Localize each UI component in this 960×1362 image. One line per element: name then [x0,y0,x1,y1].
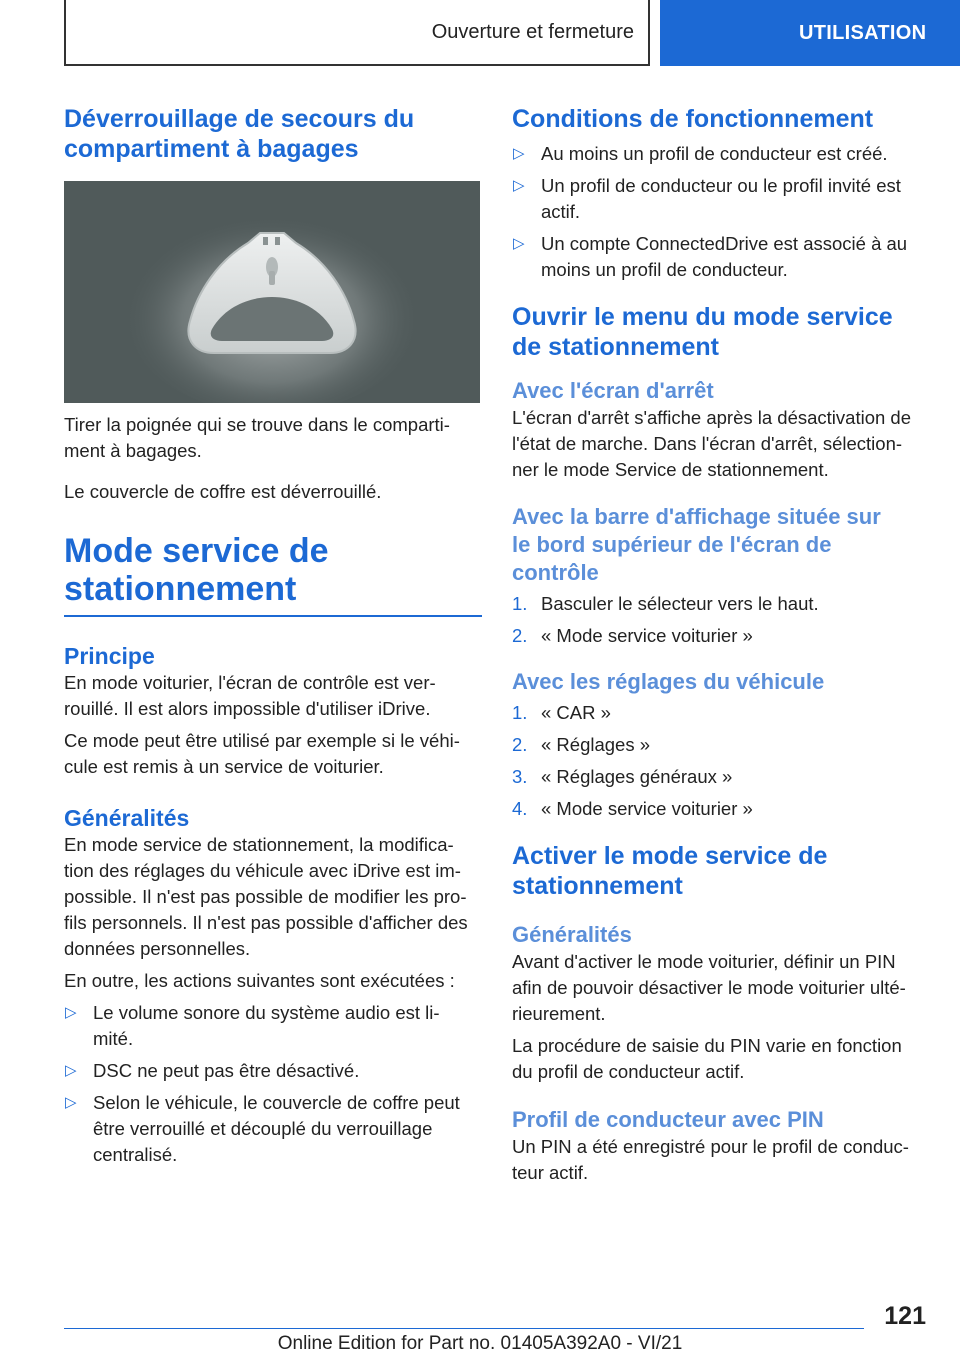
open-menu-title: Ouvrir le menu du mode service de stationnement [512,303,893,361]
edition-text: Online Edition for Part no. 01405A392A0 - VI/21 [277,1333,683,1354]
stop-screen-text: L'écran d'arrêt s'affiche après la désactivation de l'état de marche. Dans l'écran d'arrêt, sélection- ner le mode Service de stationnement. [512,407,911,480]
list-item: ▷ Au moins un profil de conducteur est créé. [512,141,926,167]
list-item: 2. « Réglages » [512,734,651,755]
bullet-triangle-icon: ▷ [65,1062,77,1079]
list-item: 1. « CAR » [512,702,611,723]
unlocked-text: Le couvercle de coffre est déverrouillé. [64,481,382,502]
stop-screen-title: Avec l'écran d'arrêt [512,378,714,403]
general-title: Généralités [64,805,190,831]
bullet-triangle-icon: ▷ [65,1004,77,1021]
list-item: 3. « Réglages généraux » [512,766,733,787]
bullet-triangle-icon: ▷ [513,177,525,194]
list-item: ▷ Le volume sonore du système audio est li- mité. [65,1002,440,1049]
general-text-2: En outre, les actions suivantes sont exécutées : [64,970,455,991]
pin-profile-title: Profil de conducteur avec PIN [512,1107,824,1132]
activate-title: Activer le mode service de stationnement [512,842,828,900]
pin-profile-text: Un PIN a été enregistré pour le profil de conduc- teur actif. [512,1136,909,1183]
vehicle-settings-steps [512,700,926,822]
bullet-triangle-icon: ▷ [513,145,525,162]
title-rule [64,615,482,617]
activate-general-title: Généralités [512,922,632,947]
conditions-list [512,141,926,283]
display-bar-title: Avec la barre d'affichage située sur le bord supérieur de l'écran de contrôle [512,504,881,585]
bullet-triangle-icon: ▷ [65,1094,77,1111]
general-text-1: En mode service de stationnement, la modifica- tion des réglages du véhicule avec iDrive est im- possible. Il n'est pas possible de modifier les pro- fils personnels. Il n'est pas possible d'afficher des données personnelles. [64,834,468,959]
principle-text-1: En mode voiturier, l'écran de contrôle est ver- rouillé. Il est alors impossible d'utiliser iDrive. [64,672,436,719]
footer-rule [64,1328,864,1329]
emergency-release-title: Déverrouillage de secours du compartiment à bagages [64,105,415,163]
header-chapter-title: UTILISATION [799,21,927,44]
principle-title: Principe [64,643,155,669]
actions-list [64,1000,482,1168]
list-item: 4. « Mode service voiturier » [512,798,753,819]
principle-text-2: Ce mode peut être utilisé par exemple si le véhi- cule est remis à un service de voiturier. [64,730,460,777]
pull-handle-text: Tirer la poignée qui se trouve dans le comparti- ment à bagages. [64,414,450,461]
activate-text-2: La procédure de saisie du PIN varie en fonction du profil de conducteur actif. [512,1035,902,1082]
conditions-title: Conditions de fonctionnement [512,105,874,133]
list-item: ▷ Un profil de conducteur ou le profil invité est actif. [513,175,901,222]
display-bar-steps [512,591,926,649]
header-section [64,0,650,66]
list-item: ▷ DSC ne peut pas être désactivé. [64,1058,482,1084]
bullet-triangle-icon: ▷ [513,235,525,252]
page-number: 121 [884,1302,926,1330]
left-column [64,96,482,1168]
list-item: ▷ Selon le véhicule, le couvercle de coffre peut être verrouillé et découplé du verrouillage centralisé. [65,1092,460,1165]
list-item: 2. « Mode service voiturier » [512,625,753,646]
header-chapter [660,0,960,66]
activate-text-1: Avant d'activer le mode voiturier, définir un PIN afin de pouvoir désactiver le mode voiturier ulté- rieurement. [512,951,906,1024]
list-item: ▷ Un compte ConnectedDrive est associé à au moins un profil de conducteur. [513,233,908,280]
trunk-handle-image [64,181,480,403]
vehicle-settings-title: Avec les réglages du véhicule [512,669,825,694]
header-section-title: Ouverture et fermeture [431,20,634,43]
trunk-release-handle-icon [64,181,480,403]
list-item: 1. Basculer le sélecteur vers le haut. [512,593,819,614]
valet-mode-title: Mode service de stationnement [64,532,329,608]
right-column [512,96,926,1186]
